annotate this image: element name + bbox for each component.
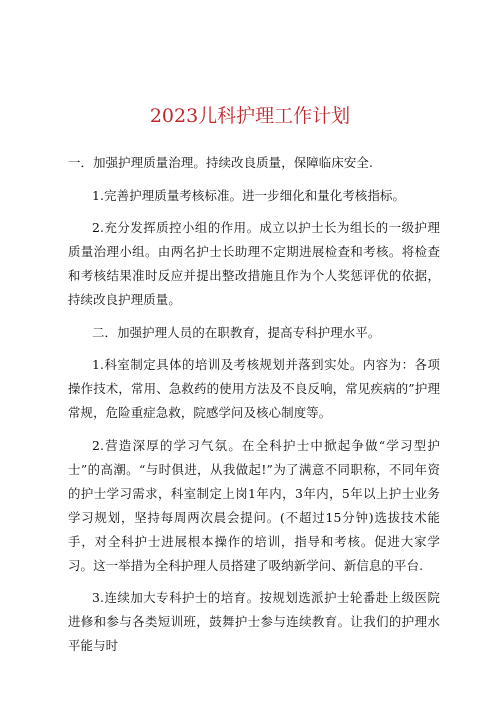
document-body bbox=[68, 151, 440, 667]
paragraph: 1.完善护理质量考核标准。进一步细化和量化考核指标。 bbox=[92, 187, 406, 203]
section-heading-2: 二．加强护理人员的在职教育，提高专科护理水平。 bbox=[92, 324, 381, 340]
paragraph: 3.连续加大专科护士的培育。按规划选派护士轮番赴上级医院进修和参与各类短训班，鼓舞护士参与连续教育。让我们的护理水平能与时 bbox=[68, 590, 440, 653]
document-title: 2023儿科护理工作计划 bbox=[149, 105, 351, 127]
paragraph: 2.营造深厚的学习气氛。在全科护士中掀起争做“学习型护士”的高潮。“与时俱进，从我做起!”为了满意不同职称，不同年资的护士学习需求，科室制定上岗1年内，3年内，5年以上护士业务学习规划，坚持每周两次晨会提问。(不超过15分钟)选拔技术能手，对全科护士进展根本操作的培训，指导和考核。促进大家学习。这一举措为全科护理人员搭建了吸纳新学问、新信息的平台. bbox=[68, 437, 440, 573]
paragraph: 2.充分发挥质控小组的作用。成立以护士长为组长的一级护理质量治理小组。由两名护士长助理不定期进展检查和考核。将检查和考核结果准时反应并提出整改措施且作为个人奖惩评优的依据，持续改良护理质量。 bbox=[68, 220, 440, 307]
paragraph: 1.科室制定具体的培训及考核规划并落到实处。内容为：各项操作技术，常用、急救药的使用方法及不良反响，常见疾病的”护理常规，危险重症急救，院感学问及核心制度等。 bbox=[68, 357, 440, 420]
section-heading-1: 一．加强护理质量治理。持续改良质量，保障临床安全. bbox=[68, 155, 374, 170]
